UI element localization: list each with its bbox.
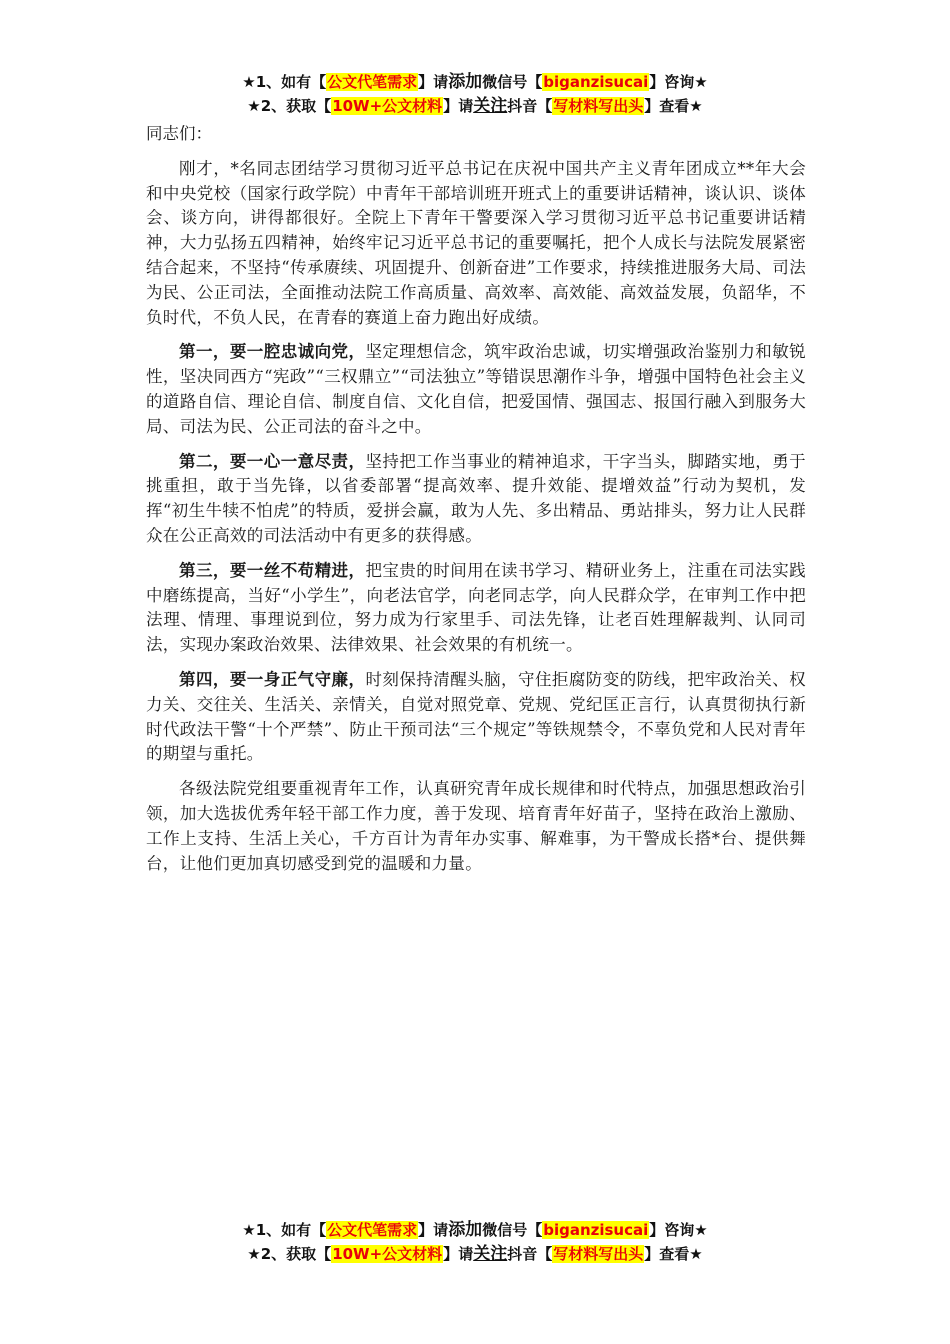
point-lead: 第二，要一心一意尽责， bbox=[179, 451, 366, 471]
star-icon: ★ bbox=[689, 1245, 703, 1263]
banner-line-1: ★1、如有【公文代笔需求】请添加微信号【biganzisucai】咨询★ bbox=[242, 1220, 708, 1240]
salutation: 同志们： bbox=[146, 124, 212, 143]
document-body bbox=[146, 122, 806, 886]
point-paragraph bbox=[146, 668, 806, 767]
highlight-wechat-id[interactable]: biganzisucai bbox=[543, 73, 649, 91]
point-text: 坚定理想信念，筑牢政治忠诚，切实增强政治鉴别力和敏锐性，坚决同西方“宪政”“三权鼎立”“司法独立”等错误思潮作斗争，增强中国特色社会主义的道路自信、理论自信、制度自信、文化自信，把爱国情、强国志、报国行融入到服务大局、司法为民、公正司法的奋斗之中。 bbox=[146, 342, 806, 436]
header-banner bbox=[0, 70, 950, 118]
star-icon: ★ bbox=[242, 73, 256, 91]
star-icon: ★ bbox=[694, 1221, 708, 1239]
point-paragraph bbox=[146, 559, 806, 658]
star-icon: ★ bbox=[689, 97, 703, 115]
intro-paragraph: 刚才，*名同志团结学习贯彻习近平总书记在庆祝中国共产主义青年团成立**年大会和中央党校（国家行政学院）中青年干部培训班开班式上的重要讲话精神，谈认识、谈体会、谈方向，讲得都很好。全院上下青年干警要深入学习贯彻习近平总书记重要讲话精神，大力弘扬五四精神，始终牢记习近平总书记的重要嘱托，把个人成长与法院发展紧密结合起来，不坚持“传承赓续、巩固提升、创新奋进”工作要求，持续推进服务大局、司法为民、公正司法，全面推动法院工作高质量、高效率、高效能、高效益发展，负韶华，不负时代，不负人民，在青春的赛道上奋力跑出好成绩。 bbox=[146, 158, 806, 327]
highlight-service: 公文代笔需求 bbox=[327, 1221, 418, 1239]
point-lead: 第三，要一丝不苟精进， bbox=[179, 560, 366, 580]
footer-banner bbox=[0, 1218, 950, 1266]
highlight-materials: 10W+公文材料 bbox=[332, 1245, 443, 1263]
star-icon: ★ bbox=[247, 97, 261, 115]
point-text: 把宝贵的时间用在读书学习、精研业务上，注重在司法实践中磨练提高，当好“小学生”，向老法官学，向老同志学，向人民群众学，在审判工作中把法理、情理、事理说到位，努力成为行家里手、司法先锋，让老百姓理解裁判、认同司法，实现办案政治效果、法律效果、社会效果的有机统一。 bbox=[146, 560, 806, 655]
highlight-douyin-account[interactable]: 写材料写出头 bbox=[553, 97, 644, 115]
point-paragraph bbox=[146, 450, 806, 549]
banner-line-1: ★1、如有【公文代笔需求】请添加微信号【biganzisucai】咨询★ bbox=[242, 72, 708, 92]
highlight-service: 公文代笔需求 bbox=[327, 73, 418, 91]
star-icon: ★ bbox=[247, 1245, 261, 1263]
point-text: 坚持把工作当事业的精神追求，干字当头，脚踏实地，勇于挑重担，敢于当先锋，以省委部署“提高效率、提升效能、提增效益”行动为契机，发挥“初生牛犊不怕虎”的特质，爱拼会赢，敢为人先、多出精品、勇站排头，努力让人民群众在公正高效的司法活动中有更多的获得感。 bbox=[146, 451, 806, 545]
star-icon: ★ bbox=[694, 73, 708, 91]
point-lead: 第四，要一身正气守廉， bbox=[179, 669, 366, 689]
banner-line-2: ★2、获取【10W+公文材料】请关注抖音【写材料写出头】查看★ bbox=[247, 96, 703, 116]
highlight-materials: 10W+公文材料 bbox=[332, 97, 443, 115]
closing-paragraph: 各级法院党组要重视青年工作，认真研究青年成长规律和时代特点，加强思想政治引领，加大选拔优秀年轻干部工作力度，善于发现、培育青年好苗子，坚持在政治上激励、工作上支持、生活上关心，千方百计为青年办实事、解难事，为干警成长搭*台、提供舞台，让他们更加真切感受到党的温暖和力量。 bbox=[146, 779, 806, 873]
star-icon: ★ bbox=[242, 1221, 256, 1239]
point-paragraph bbox=[146, 340, 806, 439]
point-lead: 第一，要一腔忠诚向党， bbox=[179, 342, 366, 362]
highlight-douyin-account[interactable]: 写材料写出头 bbox=[553, 1245, 644, 1263]
highlight-wechat-id[interactable]: biganzisucai bbox=[543, 1221, 649, 1239]
banner-line-2: ★2、获取【10W+公文材料】请关注抖音【写材料写出头】查看★ bbox=[247, 1244, 703, 1264]
point-text: 时刻保持清醒头脑，守住拒腐防变的防线，把牢政治关、权力关、交往关、生活关、亲情关，自觉对照党章、党规、党纪匡正言行，认真贯彻执行新时代政法干警“十个严禁”、防止干预司法“三个规定”等铁规禁令，不辜负党和人民对青年的期望与重托。 bbox=[146, 669, 806, 764]
